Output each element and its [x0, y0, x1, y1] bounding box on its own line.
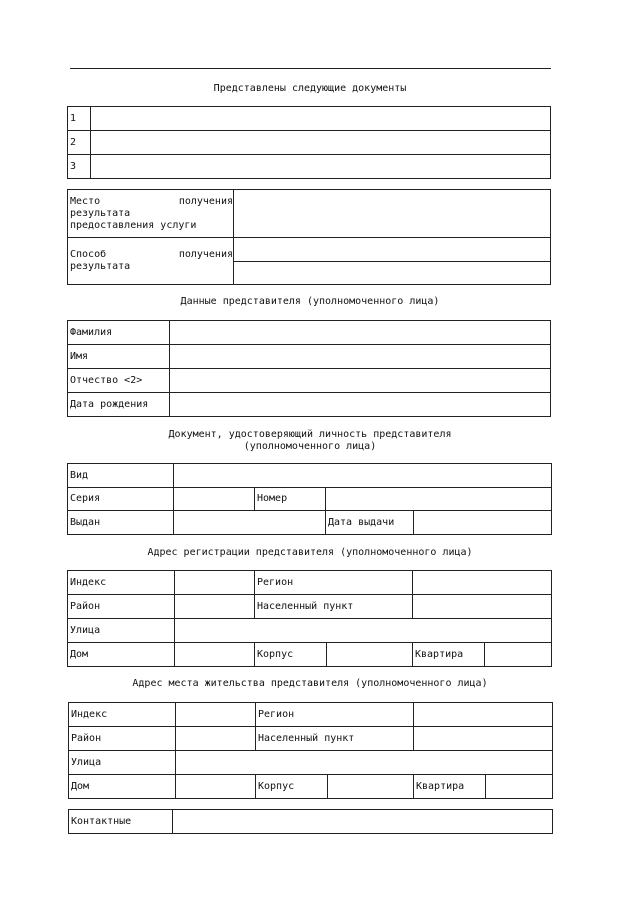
reg-building-label: Корпус	[255, 643, 327, 667]
reg-locality-label: Населенный пункт	[255, 595, 413, 619]
doc-number-field[interactable]	[326, 488, 552, 511]
doc-row-number: 2	[68, 131, 91, 155]
res-locality-field[interactable]	[414, 727, 553, 751]
doc-issued-by-field[interactable]	[174, 511, 326, 535]
table-row	[69, 703, 553, 727]
table-row	[68, 345, 551, 369]
contacts-table	[68, 809, 553, 834]
table-row	[68, 107, 551, 131]
res-building-field[interactable]	[328, 775, 414, 799]
table-row	[69, 751, 553, 775]
doc-issue-date-label: Дата выдачи	[326, 511, 414, 535]
table-row	[68, 131, 551, 155]
table-row	[68, 464, 552, 488]
doc-series-field[interactable]	[174, 488, 255, 511]
table-row	[68, 393, 551, 417]
reg-house-label: Дом	[68, 643, 175, 667]
doc-issue-date-field[interactable]	[414, 511, 552, 535]
result-place-field[interactable]	[234, 190, 551, 238]
patronymic-label: Отчество <2>	[68, 369, 170, 393]
reg-apartment-label: Квартира	[413, 643, 485, 667]
table-row	[68, 321, 551, 345]
table-row	[68, 511, 552, 535]
id-doc-table	[67, 463, 552, 535]
id-doc-title: Документ, удостоверяющий личность представителя (уполномоченного лица)	[168, 429, 452, 452]
doc-type-field[interactable]	[174, 464, 552, 488]
res-building-label: Корпус	[256, 775, 328, 799]
res-region-field[interactable]	[414, 703, 553, 727]
res-district-label: Район	[69, 727, 176, 751]
res-district-field[interactable]	[176, 727, 256, 751]
table-row	[68, 238, 551, 262]
reg-index-field[interactable]	[175, 571, 255, 595]
table-row	[68, 571, 552, 595]
doc-issued-by-label: Выдан	[68, 511, 174, 535]
top-rule	[70, 68, 551, 69]
result-method-field[interactable]	[234, 238, 551, 262]
reg-house-field[interactable]	[175, 643, 255, 667]
contacts-label: Контактные	[69, 810, 173, 834]
docs-section-title: Представлены следующие документы	[213, 83, 407, 94]
res-index-field[interactable]	[176, 703, 256, 727]
reg-locality-field[interactable]	[413, 595, 552, 619]
table-row	[68, 369, 551, 393]
doc-entry-field[interactable]	[91, 155, 551, 179]
surname-label: Фамилия	[68, 321, 170, 345]
res-house-label: Дом	[69, 775, 176, 799]
reg-address-title: Адрес регистрации представителя (уполномоченного лица)	[147, 547, 473, 558]
doc-series-label: Серия	[68, 488, 174, 511]
rep-data-table	[67, 320, 551, 417]
res-region-label: Регион	[256, 703, 414, 727]
table-row	[68, 595, 552, 619]
res-locality-label: Населенный пункт	[256, 727, 414, 751]
birth-date-field[interactable]	[170, 393, 551, 417]
reg-building-field[interactable]	[327, 643, 413, 667]
birth-date-label: Дата рождения	[68, 393, 170, 417]
table-row	[68, 488, 552, 511]
res-address-title: Адрес места жительства представителя (уполномоченного лица)	[132, 678, 488, 689]
rep-data-title: Данные представителя (уполномоченного лица)	[180, 296, 440, 307]
res-street-label: Улица	[69, 751, 176, 775]
name-label: Имя	[68, 345, 170, 369]
result-method-label: Способ получения результата	[68, 238, 234, 285]
table-row	[68, 619, 552, 643]
doc-type-label: Вид	[68, 464, 174, 488]
doc-row-number: 1	[68, 107, 91, 131]
doc-number-label: Номер	[255, 488, 326, 511]
contacts-field[interactable]	[173, 810, 553, 834]
doc-entry-field[interactable]	[91, 107, 551, 131]
res-house-field[interactable]	[176, 775, 256, 799]
documents-table	[67, 106, 551, 179]
surname-field[interactable]	[170, 321, 551, 345]
name-field[interactable]	[170, 345, 551, 369]
reg-region-label: Регион	[255, 571, 413, 595]
patronymic-field[interactable]	[170, 369, 551, 393]
reg-region-field[interactable]	[413, 571, 552, 595]
reg-address-table	[67, 570, 552, 667]
res-address-table	[68, 702, 553, 799]
doc-entry-field[interactable]	[91, 131, 551, 155]
reg-index-label: Индекс	[68, 571, 175, 595]
res-street-field[interactable]	[176, 751, 553, 775]
reg-district-field[interactable]	[175, 595, 255, 619]
doc-row-number: 3	[68, 155, 91, 179]
reg-street-label: Улица	[68, 619, 175, 643]
table-row	[69, 775, 553, 799]
table-row	[68, 643, 552, 667]
result-table	[67, 189, 551, 285]
table-row	[68, 155, 551, 179]
res-apartment-label: Квартира	[414, 775, 486, 799]
reg-district-label: Район	[68, 595, 175, 619]
reg-street-field[interactable]	[175, 619, 552, 643]
reg-apartment-field[interactable]	[485, 643, 552, 667]
res-apartment-field[interactable]	[486, 775, 553, 799]
result-place-label: Место получения результата предоставления услуги	[68, 190, 234, 238]
table-row	[69, 810, 553, 834]
result-method-field[interactable]	[234, 262, 551, 285]
res-index-label: Индекс	[69, 703, 176, 727]
table-row	[69, 727, 553, 751]
table-row	[68, 190, 551, 238]
